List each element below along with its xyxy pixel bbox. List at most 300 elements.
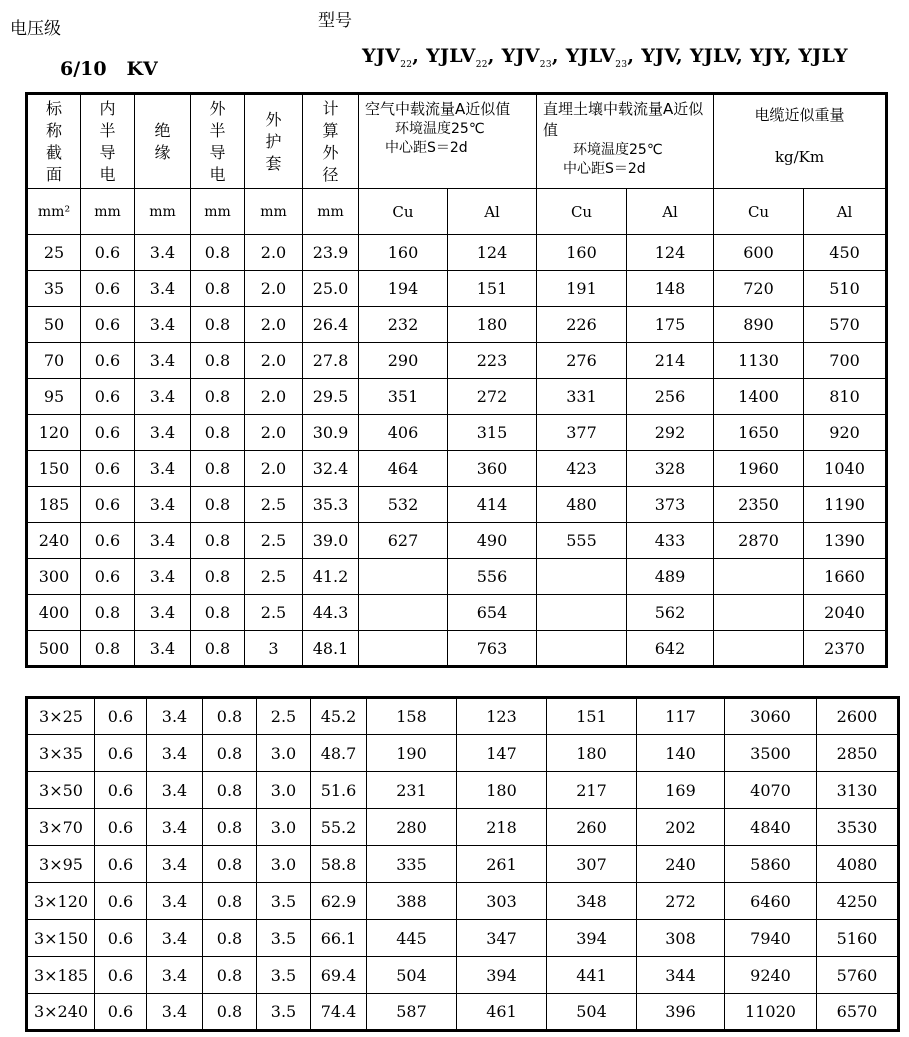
- voltage-label: 电压级: [10, 19, 61, 39]
- table-cell: 11020: [725, 994, 817, 1031]
- table-cell: 2.0: [245, 379, 303, 415]
- table-cell: 388: [367, 883, 457, 920]
- table-cell: 3: [245, 631, 303, 667]
- table-row: [27, 523, 887, 559]
- table-cell: 351: [359, 379, 448, 415]
- table-cell: 308: [637, 920, 725, 957]
- unit-cell: mm: [135, 189, 191, 235]
- model-subscript: 22: [400, 59, 413, 70]
- table-cell: 185: [27, 487, 81, 523]
- table-cell: 124: [448, 235, 537, 271]
- table-cell: 4070: [725, 772, 817, 809]
- table-cell: 3530: [817, 809, 899, 846]
- table-cell: 331: [537, 379, 627, 415]
- table-cell: 3060: [725, 698, 817, 735]
- table-cell: 3×185: [27, 957, 95, 994]
- table-cell: 50: [27, 307, 81, 343]
- header-diameter: 计算外径: [303, 94, 359, 189]
- model-name: , YJLV: [551, 45, 616, 67]
- table-cell: 3.4: [147, 698, 203, 735]
- table-cell: 377: [537, 415, 627, 451]
- table-cell: 218: [457, 809, 547, 846]
- table-cell: 1960: [714, 451, 804, 487]
- table-cell: 6460: [725, 883, 817, 920]
- table-cell: 394: [547, 920, 637, 957]
- table-row: [27, 307, 887, 343]
- table-cell: 394: [457, 957, 547, 994]
- unit-cell: mm: [245, 189, 303, 235]
- table-cell: 500: [27, 631, 81, 667]
- table-cell: 3.5: [257, 920, 311, 957]
- table-cell: 276: [537, 343, 627, 379]
- table-row: [27, 343, 887, 379]
- table-cell: 303: [457, 883, 547, 920]
- table-cell: 120: [27, 415, 81, 451]
- table-cell: 315: [448, 415, 537, 451]
- table-cell: 0.8: [191, 451, 245, 487]
- table-row: [27, 451, 887, 487]
- table-cell: 348: [547, 883, 637, 920]
- table-cell: 0.8: [191, 595, 245, 631]
- table-cell: 2.5: [245, 487, 303, 523]
- table-cell: [537, 631, 627, 667]
- table-cell: 2.5: [257, 698, 311, 735]
- table-cell: 23.9: [303, 235, 359, 271]
- table-cell: 3.0: [257, 846, 311, 883]
- table-cell: 48.7: [311, 735, 367, 772]
- model-subscript: 23: [615, 59, 628, 70]
- table-row: [27, 994, 899, 1031]
- table-row: [27, 631, 887, 667]
- table-cell: 3.4: [147, 883, 203, 920]
- table-cell: 373: [627, 487, 714, 523]
- table-cell: 445: [367, 920, 457, 957]
- header-cu: Cu: [537, 189, 627, 235]
- table-cell: 587: [367, 994, 457, 1031]
- table-cell: 124: [627, 235, 714, 271]
- table-cell: 117: [637, 698, 725, 735]
- table-cell: 1660: [804, 559, 887, 595]
- table-cell: 39.0: [303, 523, 359, 559]
- table-cell: 360: [448, 451, 537, 487]
- header-cu: Cu: [714, 189, 804, 235]
- table-cell: 3×25: [27, 698, 95, 735]
- table-cell: 307: [547, 846, 637, 883]
- table-cell: 3.4: [135, 631, 191, 667]
- table-cell: 3×240: [27, 994, 95, 1031]
- table-cell: 9240: [725, 957, 817, 994]
- table-cell: 3.5: [257, 994, 311, 1031]
- table-cell: 344: [637, 957, 725, 994]
- table-cell: 6570: [817, 994, 899, 1031]
- table-cell: 5760: [817, 957, 899, 994]
- table-cell: 2.0: [245, 415, 303, 451]
- table-cell: 1650: [714, 415, 804, 451]
- table-cell: 532: [359, 487, 448, 523]
- table-cell: 3.4: [135, 415, 191, 451]
- table-cell: 347: [457, 920, 547, 957]
- table-cell: 2870: [714, 523, 804, 559]
- table-cell: 158: [367, 698, 457, 735]
- table-cell: 0.6: [81, 523, 135, 559]
- table-cell: 720: [714, 271, 804, 307]
- table-cell: 3.4: [147, 957, 203, 994]
- table-cell: 240: [637, 846, 725, 883]
- table-cell: 0.6: [81, 271, 135, 307]
- table-cell: 148: [627, 271, 714, 307]
- table-cell: 123: [457, 698, 547, 735]
- table-cell: 0.6: [81, 307, 135, 343]
- table-cell: 0.6: [95, 883, 147, 920]
- table-cell: 226: [537, 307, 627, 343]
- table-cell: 151: [448, 271, 537, 307]
- table-row: [27, 735, 899, 772]
- table-cell: 217: [547, 772, 637, 809]
- table-cell: 261: [457, 846, 547, 883]
- table-cell: 214: [627, 343, 714, 379]
- table-cell: 700: [804, 343, 887, 379]
- table-cell: 35.3: [303, 487, 359, 523]
- table-cell: 180: [457, 772, 547, 809]
- table-cell: 44.3: [303, 595, 359, 631]
- table-cell: 0.6: [95, 994, 147, 1031]
- table-cell: 0.8: [191, 307, 245, 343]
- table-row: [27, 883, 899, 920]
- table-cell: 260: [547, 809, 637, 846]
- table-cell: 160: [359, 235, 448, 271]
- table-cell: 202: [637, 809, 725, 846]
- table-row: [27, 271, 887, 307]
- table-cell: 3.4: [135, 451, 191, 487]
- table-row: [27, 809, 899, 846]
- table-cell: 147: [457, 735, 547, 772]
- table-cell: 180: [547, 735, 637, 772]
- table-cell: 0.6: [95, 735, 147, 772]
- table-cell: [359, 595, 448, 631]
- table-cell: 441: [547, 957, 637, 994]
- header-cu: Cu: [359, 189, 448, 235]
- table-cell: 69.4: [311, 957, 367, 994]
- table-cell: 890: [714, 307, 804, 343]
- table-cell: 0.8: [191, 523, 245, 559]
- table-cell: 300: [27, 559, 81, 595]
- table-cell: 3.0: [257, 735, 311, 772]
- table-cell: 0.8: [191, 379, 245, 415]
- table-row: [27, 487, 887, 523]
- table-cell: 3.4: [135, 307, 191, 343]
- table-cell: 0.6: [81, 415, 135, 451]
- table-cell: 58.8: [311, 846, 367, 883]
- model-name: , YJV, YJLV, YJY, YJLY: [627, 45, 848, 67]
- table-cell: 232: [359, 307, 448, 343]
- table-row: [27, 698, 899, 735]
- table-cell: 4080: [817, 846, 899, 883]
- table-cell: 3×120: [27, 883, 95, 920]
- table-cell: 3.4: [147, 809, 203, 846]
- table-cell: 0.8: [203, 920, 257, 957]
- table-cell: [359, 631, 448, 667]
- table-cell: 0.6: [95, 920, 147, 957]
- table-cell: 2.5: [245, 595, 303, 631]
- table-cell: 2.0: [245, 307, 303, 343]
- table-cell: 3.4: [147, 920, 203, 957]
- table-cell: 3.4: [135, 271, 191, 307]
- table-row: [27, 379, 887, 415]
- table-cell: 2.5: [245, 559, 303, 595]
- table-cell: 555: [537, 523, 627, 559]
- table-cell: 0.8: [203, 957, 257, 994]
- table-cell: 0.8: [191, 631, 245, 667]
- table-cell: 0.6: [95, 846, 147, 883]
- table-cell: 3.4: [147, 735, 203, 772]
- table-cell: [537, 559, 627, 595]
- table-cell: 3500: [725, 735, 817, 772]
- table-cell: 1040: [804, 451, 887, 487]
- table-cell: 66.1: [311, 920, 367, 957]
- table-cell: 562: [627, 595, 714, 631]
- table-cell: 763: [448, 631, 537, 667]
- table-cell: 3.4: [135, 379, 191, 415]
- header-insulation: 绝缘: [135, 94, 191, 189]
- model-name: , YJLV: [412, 45, 476, 67]
- table-cell: 0.6: [95, 957, 147, 994]
- table-cell: 3.5: [257, 883, 311, 920]
- table-cell: 70: [27, 343, 81, 379]
- table-cell: 48.1: [303, 631, 359, 667]
- table-cell: 3.4: [135, 235, 191, 271]
- table-cell: 433: [627, 523, 714, 559]
- table-cell: 25.0: [303, 271, 359, 307]
- table-cell: 0.8: [203, 846, 257, 883]
- table-cell: 1400: [714, 379, 804, 415]
- table-cell: 35: [27, 271, 81, 307]
- table-cell: 51.6: [311, 772, 367, 809]
- table-cell: 3×35: [27, 735, 95, 772]
- table-cell: 504: [547, 994, 637, 1031]
- table-cell: 55.2: [311, 809, 367, 846]
- table-cell: 272: [448, 379, 537, 415]
- table-cell: 160: [537, 235, 627, 271]
- table-cell: 3×70: [27, 809, 95, 846]
- unit-cell: mm: [81, 189, 135, 235]
- voltage-value: 6/10 KV: [60, 58, 158, 80]
- table-cell: 0.8: [191, 415, 245, 451]
- table-cell: [714, 631, 804, 667]
- table-cell: 2.0: [245, 343, 303, 379]
- model-label: 型号: [318, 11, 352, 31]
- table-cell: 4250: [817, 883, 899, 920]
- table-cell: 464: [359, 451, 448, 487]
- table-cell: 191: [537, 271, 627, 307]
- table-cell: 25: [27, 235, 81, 271]
- table-cell: 0.8: [81, 595, 135, 631]
- table-cell: 2.0: [245, 235, 303, 271]
- table-cell: 556: [448, 559, 537, 595]
- table-cell: 0.8: [191, 487, 245, 523]
- table-cell: 0.8: [203, 735, 257, 772]
- table-cell: 328: [627, 451, 714, 487]
- table-row: [27, 772, 899, 809]
- table-cell: 7940: [725, 920, 817, 957]
- header-weight: 电缆近似重量 kg/Km: [714, 94, 887, 189]
- table-cell: 810: [804, 379, 887, 415]
- table-cell: 0.6: [81, 487, 135, 523]
- header-sheath: 外护套: [245, 94, 303, 189]
- table-cell: 27.8: [303, 343, 359, 379]
- table-cell: 2040: [804, 595, 887, 631]
- table-cell: 0.8: [203, 809, 257, 846]
- table-cell: 290: [359, 343, 448, 379]
- table-cell: 489: [627, 559, 714, 595]
- table-cell: 0.6: [95, 698, 147, 735]
- table-cell: 240: [27, 523, 81, 559]
- table-row: [27, 559, 887, 595]
- table-cell: 2370: [804, 631, 887, 667]
- table-row: [27, 957, 899, 994]
- three-core-table: [25, 696, 900, 1032]
- table-cell: 3.4: [135, 343, 191, 379]
- header-soil-current: 直埋土壤中载流量A近似值 环境温度25℃ 中心距S＝2d: [537, 94, 714, 189]
- header-air-current: 空气中载流量A近似值 环境温度25℃ 中心距S＝2d: [359, 94, 537, 189]
- table-cell: 223: [448, 343, 537, 379]
- table-cell: 175: [627, 307, 714, 343]
- table-cell: 3×150: [27, 920, 95, 957]
- model-list: [362, 45, 848, 70]
- table-cell: 95: [27, 379, 81, 415]
- table-cell: 3×50: [27, 772, 95, 809]
- table-cell: 504: [367, 957, 457, 994]
- table-cell: 3.0: [257, 772, 311, 809]
- table-cell: 0.6: [95, 772, 147, 809]
- model-name: YJV: [362, 45, 401, 67]
- table-cell: 0.8: [191, 343, 245, 379]
- table-cell: 654: [448, 595, 537, 631]
- table-cell: 5160: [817, 920, 899, 957]
- table-cell: 190: [367, 735, 457, 772]
- table-cell: 3.4: [147, 772, 203, 809]
- table-row: [27, 415, 887, 451]
- model-name: , YJV: [487, 45, 540, 67]
- table-cell: 2850: [817, 735, 899, 772]
- table-cell: 570: [804, 307, 887, 343]
- table-cell: 4840: [725, 809, 817, 846]
- table-row: [27, 846, 899, 883]
- header-inner-semicon: 内半导电: [81, 94, 135, 189]
- table-cell: 3.4: [135, 559, 191, 595]
- table-cell: 450: [804, 235, 887, 271]
- table-cell: 2.0: [245, 271, 303, 307]
- table-cell: 642: [627, 631, 714, 667]
- model-subscript: 22: [475, 59, 488, 70]
- table-cell: 180: [448, 307, 537, 343]
- table-cell: [714, 559, 804, 595]
- table-cell: 256: [627, 379, 714, 415]
- table-row: [27, 235, 887, 271]
- table-cell: 0.8: [203, 883, 257, 920]
- table-cell: 29.5: [303, 379, 359, 415]
- table-cell: 3130: [817, 772, 899, 809]
- table-cell: 2600: [817, 698, 899, 735]
- table-cell: 423: [537, 451, 627, 487]
- table-cell: 0.6: [81, 559, 135, 595]
- header-outer-semicon: 外半导电: [191, 94, 245, 189]
- unit-cell: mm: [303, 189, 359, 235]
- table-cell: 335: [367, 846, 457, 883]
- table-cell: 2.0: [245, 451, 303, 487]
- table-cell: [537, 595, 627, 631]
- table-cell: 0.8: [203, 772, 257, 809]
- table-cell: 194: [359, 271, 448, 307]
- table-cell: 2.5: [245, 523, 303, 559]
- table-cell: 480: [537, 487, 627, 523]
- table-cell: 510: [804, 271, 887, 307]
- table-cell: 3.4: [135, 595, 191, 631]
- table-cell: 1390: [804, 523, 887, 559]
- table-cell: 151: [547, 698, 637, 735]
- table-cell: 30.9: [303, 415, 359, 451]
- table-cell: 140: [637, 735, 725, 772]
- table-row: [27, 595, 887, 631]
- header-al: Al: [448, 189, 537, 235]
- table-cell: [714, 595, 804, 631]
- table-cell: 231: [367, 772, 457, 809]
- table-cell: 169: [637, 772, 725, 809]
- header-al: Al: [804, 189, 887, 235]
- table-cell: 3.4: [147, 846, 203, 883]
- model-subscript: 23: [539, 59, 552, 70]
- single-core-table: [25, 92, 888, 668]
- table-cell: 0.6: [81, 451, 135, 487]
- table-cell: 62.9: [311, 883, 367, 920]
- table-cell: 400: [27, 595, 81, 631]
- table-cell: 490: [448, 523, 537, 559]
- table-cell: 0.8: [203, 994, 257, 1031]
- table-cell: 41.2: [303, 559, 359, 595]
- table-cell: 461: [457, 994, 547, 1031]
- table-cell: 26.4: [303, 307, 359, 343]
- table-cell: 0.6: [95, 809, 147, 846]
- table-cell: 1130: [714, 343, 804, 379]
- table-cell: 3×95: [27, 846, 95, 883]
- header-section: 标称截面: [27, 94, 81, 189]
- header-al: Al: [627, 189, 714, 235]
- table-cell: 0.6: [81, 235, 135, 271]
- table-cell: 0.6: [81, 343, 135, 379]
- table-cell: 3.4: [135, 487, 191, 523]
- table-cell: 150: [27, 451, 81, 487]
- table-cell: 600: [714, 235, 804, 271]
- table-cell: 0.8: [191, 559, 245, 595]
- table-cell: [359, 559, 448, 595]
- table-cell: 45.2: [311, 698, 367, 735]
- table-cell: 292: [627, 415, 714, 451]
- table-cell: 0.8: [81, 631, 135, 667]
- table-cell: 3.5: [257, 957, 311, 994]
- table-cell: 0.6: [81, 379, 135, 415]
- table-cell: 627: [359, 523, 448, 559]
- table-cell: 396: [637, 994, 725, 1031]
- table-cell: 3.4: [135, 523, 191, 559]
- table-cell: 920: [804, 415, 887, 451]
- table-cell: 2350: [714, 487, 804, 523]
- unit-cell: mm²: [27, 189, 81, 235]
- table-cell: 0.8: [191, 271, 245, 307]
- table-cell: 414: [448, 487, 537, 523]
- table-cell: 3.0: [257, 809, 311, 846]
- table-cell: 406: [359, 415, 448, 451]
- table-cell: 272: [637, 883, 725, 920]
- table-cell: 74.4: [311, 994, 367, 1031]
